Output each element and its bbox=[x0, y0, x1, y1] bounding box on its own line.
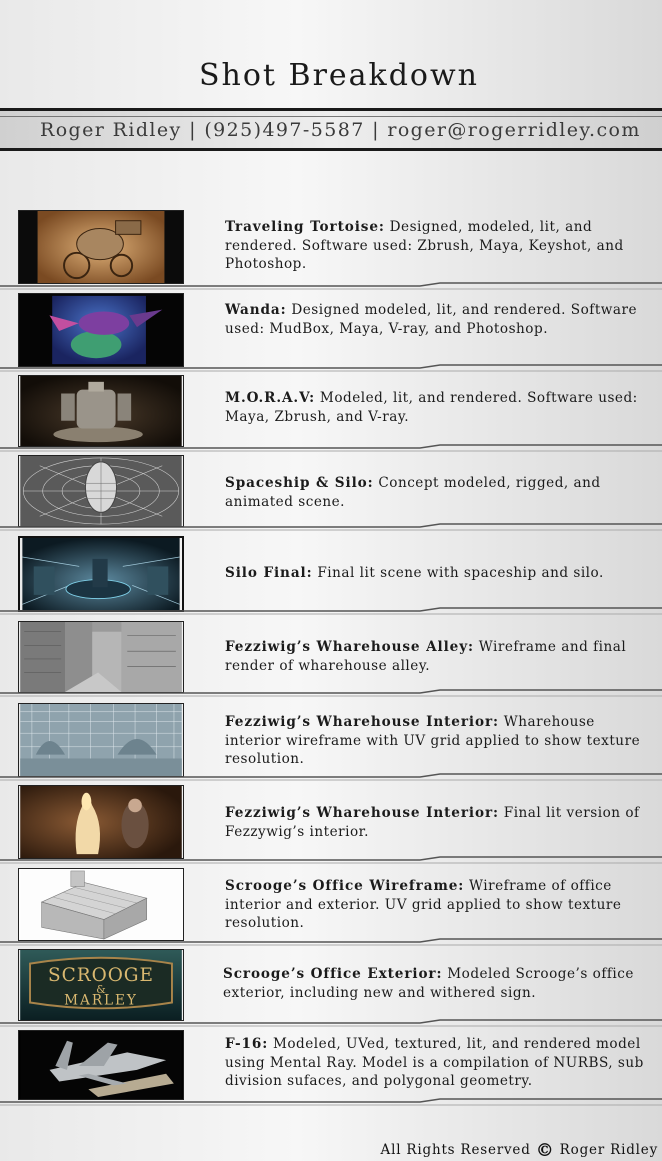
row-separator bbox=[0, 937, 662, 947]
thumbnail[interactable] bbox=[18, 785, 184, 859]
shot-name: Fezziwig’s Wharehouse Alley: bbox=[225, 639, 474, 655]
interior-wireframe-image bbox=[19, 704, 183, 776]
thumbnail[interactable] bbox=[18, 621, 184, 693]
shot-name: M.O.R.A.V: bbox=[225, 390, 316, 406]
contact-info: Roger Ridley | (925)497-5587 | roger@rogerridley.com bbox=[40, 119, 641, 141]
shot-text: Final lit scene with spaceship and silo. bbox=[312, 565, 604, 581]
shot-description bbox=[225, 804, 655, 841]
shot-name: Silo Final: bbox=[225, 565, 313, 581]
row-separator bbox=[0, 855, 662, 865]
row-separator bbox=[0, 522, 662, 532]
thumbnail[interactable] bbox=[18, 375, 184, 447]
shot-description bbox=[223, 965, 653, 1002]
shot-name: Wanda: bbox=[225, 302, 287, 318]
thumbnail[interactable] bbox=[18, 455, 184, 527]
row-separator bbox=[0, 772, 662, 782]
shot-name: Traveling Tortoise: bbox=[225, 219, 385, 235]
shot-name: Spaceship & Silo: bbox=[225, 475, 374, 491]
shot-description bbox=[225, 564, 655, 583]
shot-name: Fezziwig’s Wharehouse Interior: bbox=[225, 805, 499, 821]
wanda-creature-image bbox=[19, 294, 183, 366]
row-separator bbox=[0, 606, 662, 616]
shot-description bbox=[225, 301, 655, 338]
shot-text: Final lit version of Fezzywig’s interior. bbox=[225, 805, 640, 840]
footer-rights: All Rights Reserved bbox=[380, 1142, 531, 1158]
shot-text: Modeled, UVed, textured, lit, and rendered model using Mental Ray. Model is a compilation of NURBS, sub division sufaces, and polygonal geometry. bbox=[225, 1036, 644, 1089]
copyright-icon: © bbox=[535, 1140, 555, 1161]
shot-name: Scrooge’s Office Wireframe: bbox=[225, 878, 465, 894]
sign-text-scrooge: SCROOGE bbox=[47, 965, 155, 987]
silo-wireframe-image bbox=[19, 456, 183, 526]
thumbnail[interactable] bbox=[18, 1030, 184, 1100]
shot-text: Designed modeled, lit, and rendered. Software used: MudBox, Maya, V-ray, and Photoshop. bbox=[225, 302, 638, 337]
shot-text: Wireframe of office interior and exterior. UV grid applied to show texture resolution. bbox=[225, 878, 622, 931]
thumbnail[interactable] bbox=[18, 210, 184, 284]
row-separator bbox=[0, 443, 662, 453]
shot-name: F-16: bbox=[225, 1036, 269, 1052]
shot-text: Concept modeled, rigged, and animated scene. bbox=[225, 475, 601, 510]
alley-render-image bbox=[19, 622, 183, 692]
office-wireframe-image bbox=[19, 869, 183, 940]
shot-name: Fezziwig’s Wharehouse Interior: bbox=[225, 714, 499, 730]
thumbnail[interactable] bbox=[18, 536, 184, 612]
shot-description bbox=[225, 877, 655, 933]
f16-render-image bbox=[19, 1031, 183, 1099]
silo-final-image bbox=[20, 538, 182, 610]
shot-description bbox=[225, 1035, 655, 1091]
footer bbox=[381, 1140, 658, 1161]
contact-band bbox=[0, 108, 662, 151]
footer-owner: Roger Ridley bbox=[559, 1142, 658, 1158]
shot-text: Wharehouse interior wireframe with UV grid applied to show texture resolution. bbox=[225, 714, 641, 767]
row-separator bbox=[0, 688, 662, 698]
shot-text: Wireframe and final render of wharehouse alley. bbox=[225, 639, 627, 674]
shot-description bbox=[225, 474, 655, 511]
row-separator bbox=[0, 1097, 662, 1107]
interior-final-image bbox=[19, 786, 183, 858]
shot-description bbox=[225, 638, 655, 675]
thumbnail[interactable] bbox=[18, 703, 184, 777]
shot-text: Designed, modeled, lit, and rendered. Software used: Zbrush, Maya, Keyshot, and Photoshop. bbox=[225, 219, 624, 272]
page-title: Shot Breakdown bbox=[199, 58, 479, 93]
row-separator bbox=[0, 363, 662, 373]
thumbnail[interactable] bbox=[18, 868, 184, 941]
sign-text-marley: MARLEY bbox=[64, 992, 138, 1009]
row-separator bbox=[0, 281, 662, 291]
shot-description bbox=[225, 389, 655, 426]
shot-description bbox=[225, 713, 655, 769]
thumbnail[interactable] bbox=[18, 293, 184, 367]
shot-text: Modeled, lit, and rendered. Software used: Maya, Zbrush, and V-ray. bbox=[225, 390, 638, 425]
shot-name: Scrooge’s Office Exterior: bbox=[223, 966, 443, 982]
sign-text-ampersand: & bbox=[96, 982, 106, 996]
robot-render-image bbox=[19, 376, 183, 446]
shot-description bbox=[225, 218, 655, 274]
shot-text: Modeled Scrooge’s office exterior, including new and withered sign. bbox=[223, 966, 634, 1001]
thumbnail[interactable] bbox=[18, 949, 184, 1021]
row-separator bbox=[0, 1018, 662, 1028]
office-sign-image bbox=[19, 950, 183, 1020]
band-divider bbox=[0, 116, 662, 117]
tortoise-render-image bbox=[19, 211, 183, 283]
